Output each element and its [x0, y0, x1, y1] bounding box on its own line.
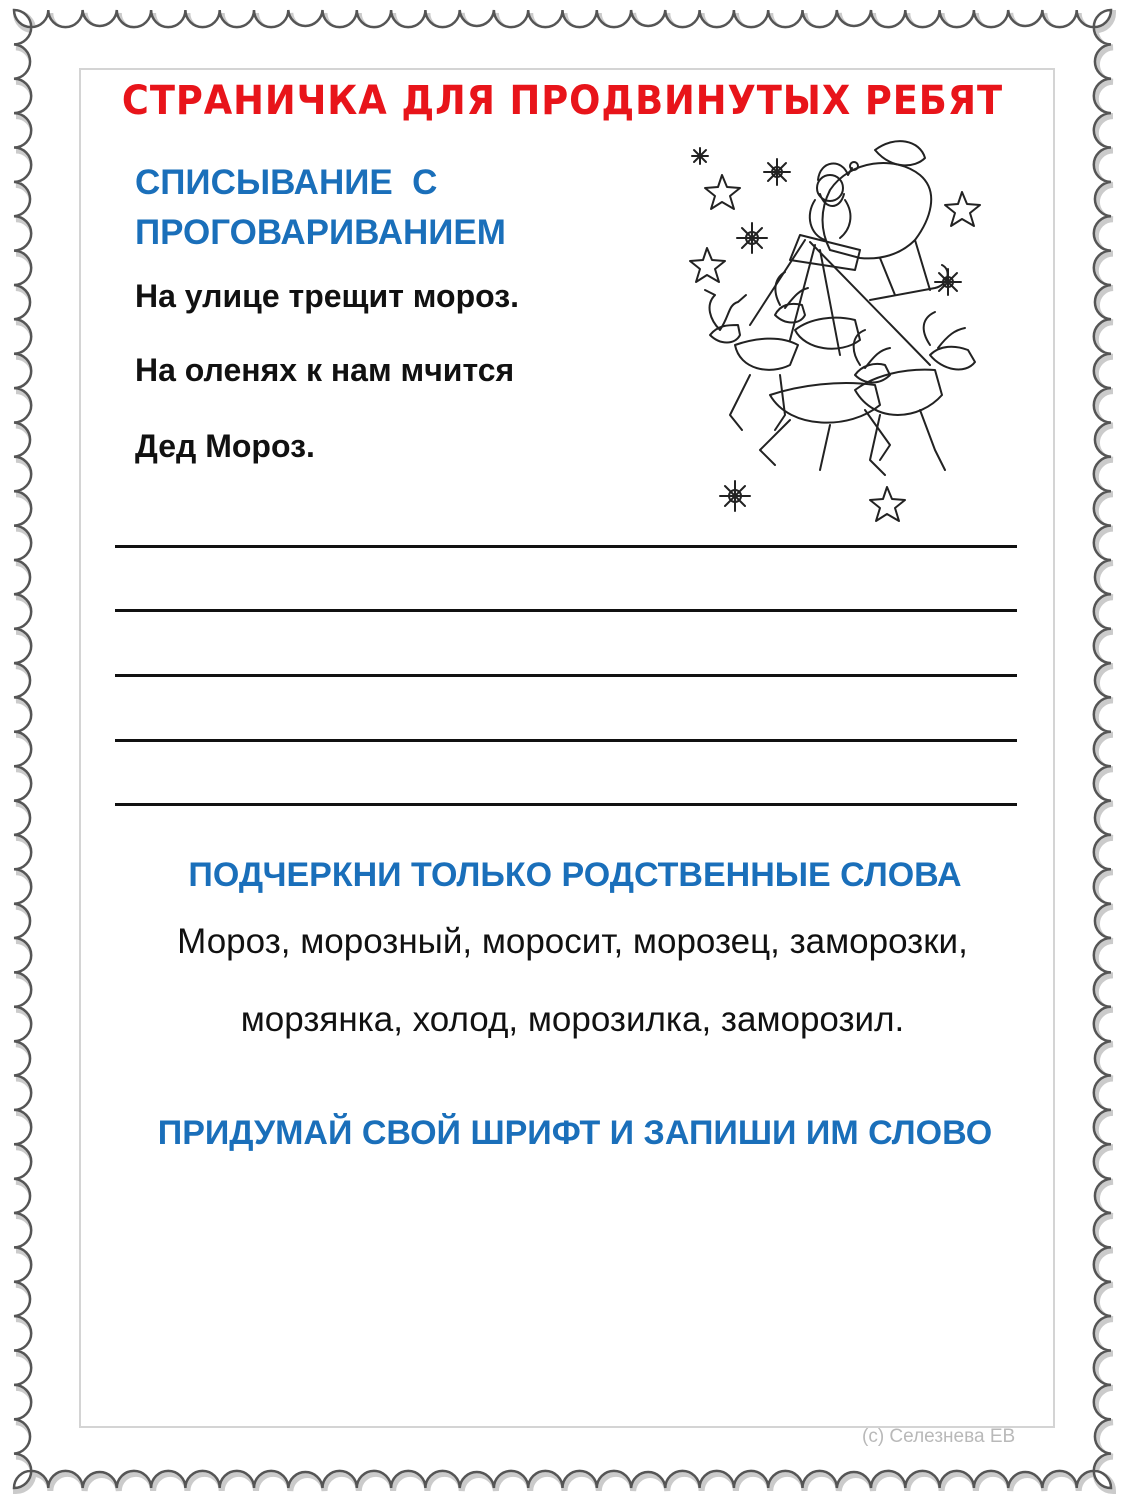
writing-line	[115, 609, 1017, 612]
related-words-line2: морзянка, холод, морозилка, заморозил.	[240, 1000, 905, 1039]
font-task-heading: ПРИДУМАЙ СВОЙ ШРИФТ И ЗАПИШИ ИМ СЛОВО	[157, 1114, 993, 1152]
santa	[810, 162, 858, 240]
snowflake-icon	[737, 223, 767, 253]
sentence-2: На оленях к нам мчится	[135, 352, 515, 388]
reindeer	[775, 272, 860, 349]
related-words-heading: ПОДЧЕРКНИ ТОЛЬКО РОДСТВЕННЫЕ СЛОВА	[188, 856, 962, 894]
snowflake-icon	[764, 159, 790, 185]
star-icon	[945, 192, 980, 226]
copyright-note: (с) Селезнева ЕВ	[862, 1426, 1016, 1447]
sentence-3: Дед Мороз.	[135, 428, 315, 464]
reins	[750, 240, 930, 365]
reindeer	[760, 330, 890, 470]
copy-task-heading-line1: СПИСЫВАНИЕ С	[135, 163, 438, 202]
related-words-line1: Мороз, морозный, моросит, морозец, заморозки,	[177, 922, 968, 961]
reindeer	[705, 290, 798, 430]
writing-line	[115, 803, 1017, 806]
writing-line	[115, 545, 1017, 548]
sentence-1: На улице трещит мороз.	[135, 278, 520, 314]
writing-line	[115, 739, 1017, 742]
writing-line	[115, 674, 1017, 677]
snowflake-icon	[692, 148, 708, 164]
copy-task-heading	[135, 158, 506, 258]
reindeer	[855, 312, 975, 475]
sleigh	[790, 141, 948, 300]
page-title: СТРАНИЧКА ДЛЯ ПРОДВИНУТЫХ РЕБЯТ	[121, 78, 1004, 124]
star-icon	[870, 487, 905, 521]
star-icon	[690, 248, 725, 282]
santa-sleigh-illustration	[680, 130, 990, 525]
snowflake-icon	[720, 481, 750, 511]
copy-task-heading-line2: ПРОГОВАРИВАНИЕМ	[135, 213, 506, 252]
star-icon	[705, 175, 740, 209]
